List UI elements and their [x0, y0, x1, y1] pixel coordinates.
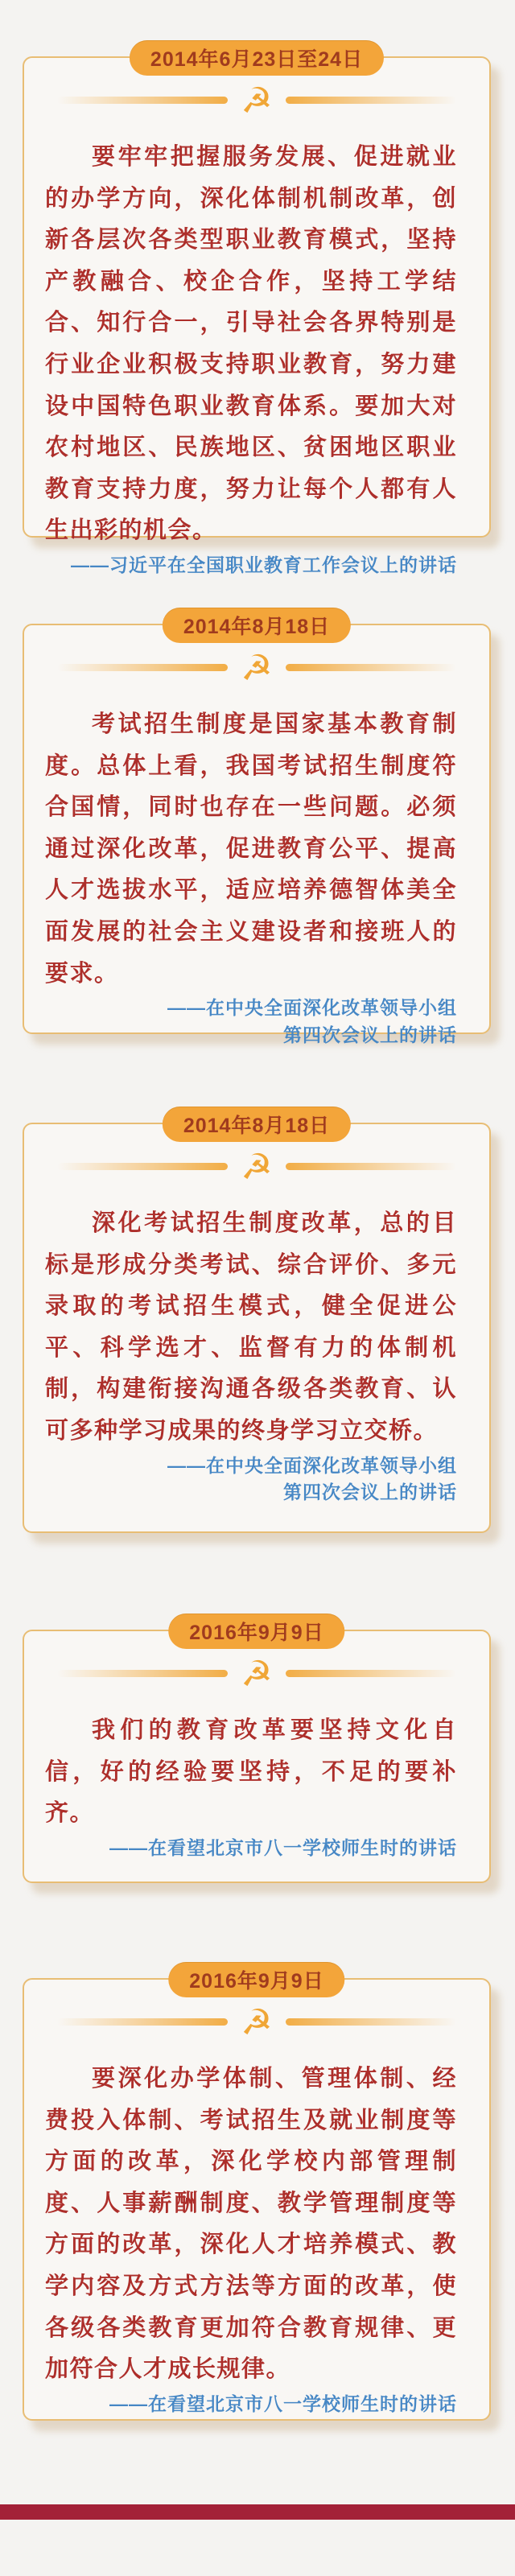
party-emblem-icon: ☭	[241, 2003, 273, 2042]
divider-line-left	[57, 1163, 228, 1170]
attribution-text	[45, 2391, 457, 2417]
attribution-line: ——在看望北京市八一学校师生时的讲话	[109, 2393, 457, 2414]
attribution-text	[45, 1835, 457, 1861]
divider	[24, 2003, 489, 2042]
footer-bar	[0, 2504, 515, 2520]
divider	[24, 649, 489, 688]
party-emblem-icon: ☭	[241, 1148, 273, 1187]
divider	[24, 1148, 489, 1187]
divider-line-right	[286, 1670, 456, 1677]
date-ribbon	[168, 1614, 344, 1649]
attribution-line: ——习近平在全国职业教育工作会议上的讲话	[71, 554, 457, 576]
quote-text: 考试招生制度是国家基本教育制度。总体上看，我国考试招生制度符合国情，同时也存在一些问题。必须通过深化改革，促进教育公平、提高人才选拔水平，适应培养德智体美全面发展的社会主义建设者和接班人的要求。	[45, 711, 457, 987]
quote-text: 深化考试招生制度改革，总的目标是形成分类考试、综合评价、多元录取的考试招生模式，健全促进公平、科学选才、监督有力的体制机制，构建衔接沟通各级各类教育、认可多种学习成果的终身学习立交桥。	[45, 1210, 457, 1445]
date-label: 2014年8月18日	[183, 1115, 331, 1137]
divider	[24, 1655, 489, 1694]
date-ribbon	[163, 1107, 351, 1142]
divider-line-left	[57, 2018, 228, 2026]
quote-text: 我们的教育改革要坚持文化自信，好的经验要坚持，不足的要补齐。	[45, 1717, 457, 1827]
date-ribbon	[130, 40, 384, 76]
divider-line-right	[286, 2018, 456, 2026]
divider-line-left	[57, 97, 228, 104]
party-emblem-icon: ☭	[241, 1655, 273, 1694]
divider-line-right	[286, 1163, 456, 1170]
attribution-line: 第四次会议上的讲话	[283, 1024, 457, 1045]
attribution-line: ——在看望北京市八一学校师生时的讲话	[109, 1836, 457, 1858]
date-label: 2016年9月9日	[189, 1622, 324, 1644]
quote-card-3	[23, 1115, 491, 1533]
bottom-spacer	[0, 2421, 515, 2504]
infographic-page	[0, 48, 515, 2576]
attribution-text	[45, 995, 457, 1049]
quote-card-2	[23, 616, 491, 1045]
quote-text: 要牢牢把握服务发展、促进就业的办学方向，深化体制机制改革，创新各层次各类型职业教育模式，坚持产教融合、校企合作，坚持工学结合、知行合一，引导社会各界特别是行业企业积极支持职业教育，努力建设中国特色职业教育体系。要加大对农村地区、民族地区、贫困地区职业教育支持力度，努力让每个人都有人生出彩的机会。	[45, 144, 457, 544]
party-emblem-icon: ☭	[241, 649, 273, 688]
attribution-text	[45, 1453, 457, 1506]
date-label: 2014年6月23日至24日	[150, 48, 364, 71]
divider-line-right	[286, 664, 456, 671]
quote-card-5	[23, 1970, 491, 2421]
attribution-line: ——在中央全面深化改革领导小组	[167, 997, 457, 1019]
date-label: 2014年8月18日	[183, 616, 331, 638]
quote-card-1	[23, 48, 491, 576]
attribution-text	[45, 552, 457, 579]
party-emblem-icon: ☭	[241, 81, 273, 121]
divider	[24, 81, 489, 121]
quote-text: 要深化办学体制、管理体制、经费投入体制、考试招生及就业制度等方面的改革，深化学校内部管理制度、人事薪酬制度、教学管理制度等方面的改革，深化人才培养模式、教学内容及方式方法等方面的改革，使各级各类教育更加符合教育规律、更加符合人才成长规律。	[45, 2066, 457, 2383]
date-ribbon	[168, 1962, 344, 1997]
divider-line-left	[57, 1670, 228, 1677]
attribution-line: 第四次会议上的讲话	[283, 1482, 457, 1502]
divider-line-left	[57, 664, 228, 671]
attribution-line: ——在中央全面深化改革领导小组	[167, 1454, 457, 1476]
date-ribbon	[163, 608, 351, 643]
divider-line-right	[286, 97, 456, 104]
quote-card-4	[23, 1622, 491, 1883]
date-label: 2016年9月9日	[189, 1970, 324, 1993]
